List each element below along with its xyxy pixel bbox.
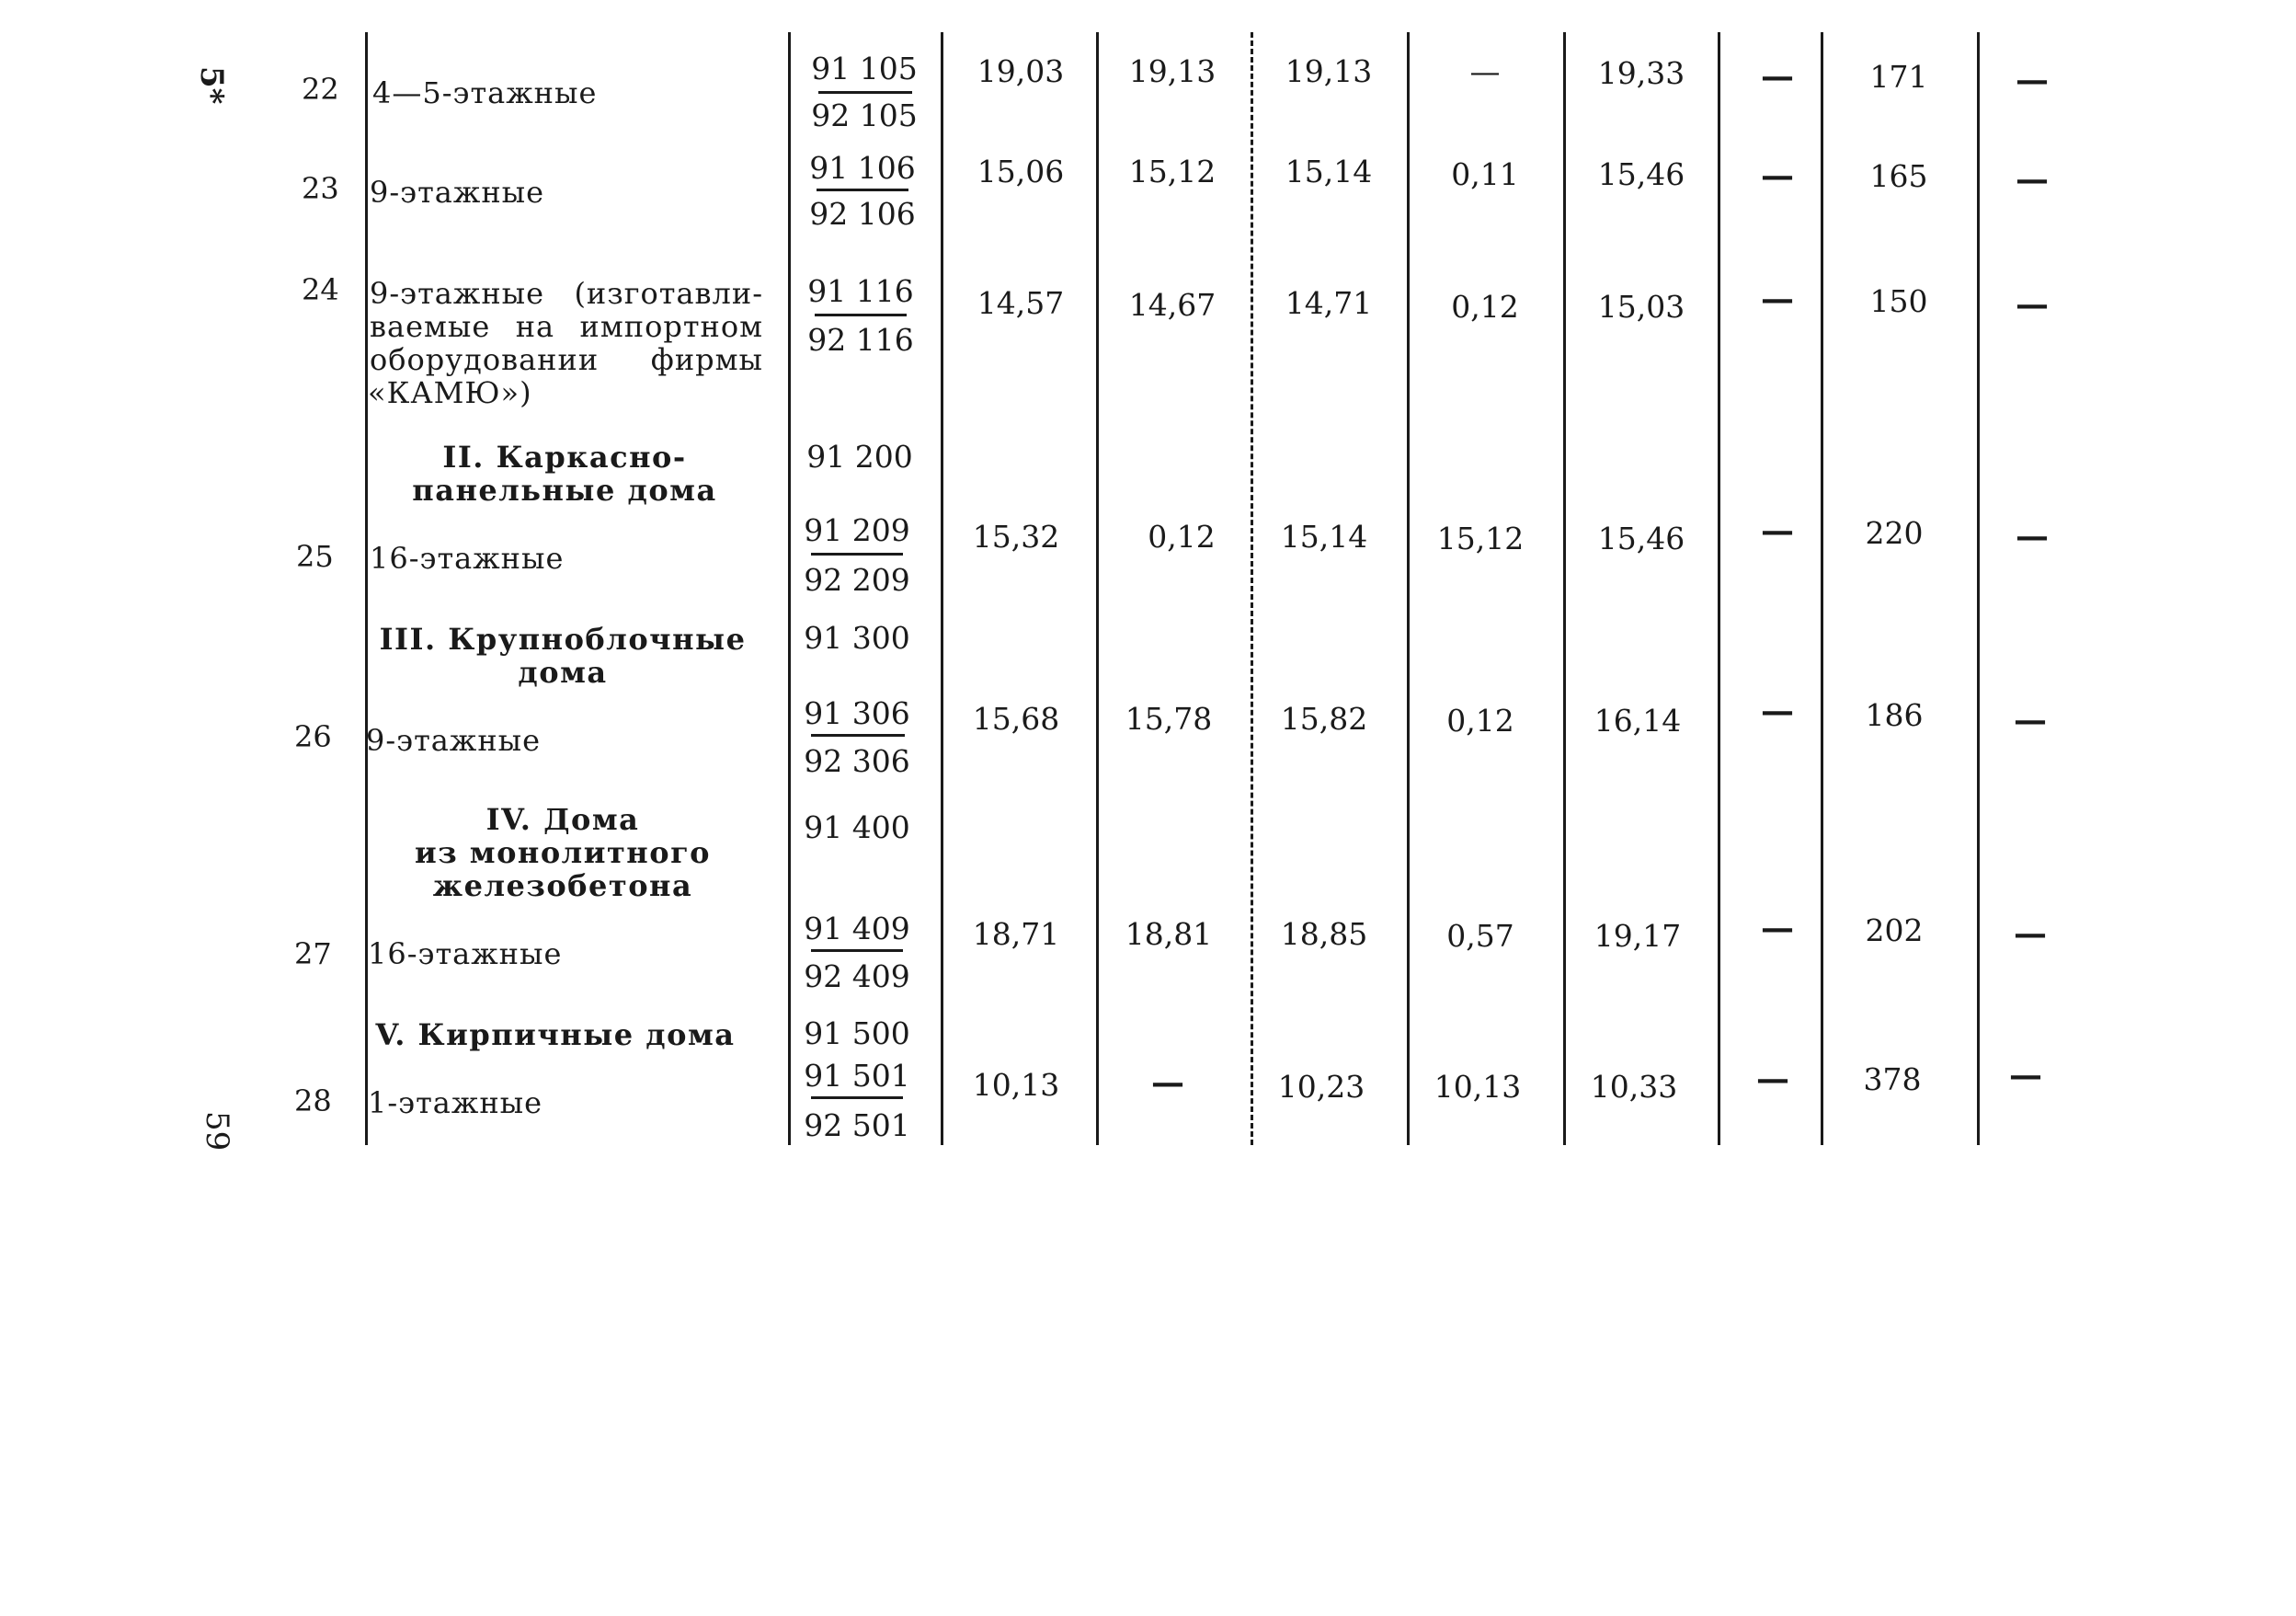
- value-8: —: [2016, 160, 2049, 199]
- code-bottom: 92 501: [804, 1107, 910, 1143]
- code-bottom: 92 106: [809, 196, 916, 232]
- section-code: 91 400: [804, 809, 910, 845]
- value-4: 0,12: [1446, 703, 1514, 739]
- value-1: 15,68: [972, 701, 1060, 737]
- fraction-line: [811, 553, 903, 556]
- value-6: —: [1756, 1060, 1789, 1098]
- section-title-line-2: панельные дома: [412, 473, 717, 508]
- value-2: 14,67: [1128, 287, 1217, 323]
- value-1: 10,13: [972, 1067, 1060, 1103]
- row-name-line-2: ваемые на импортном: [370, 309, 763, 344]
- value-7: 186: [1865, 697, 1924, 733]
- row-name-line-3: оборудовании фирмы: [370, 342, 763, 377]
- value-1: 18,71: [972, 916, 1060, 952]
- row-name-line-1: 9-этажные (изготавли-: [370, 276, 763, 311]
- value-5: 15,46: [1597, 156, 1685, 192]
- rule-col2-right: [1251, 32, 1253, 1145]
- value-3: 18,85: [1280, 916, 1368, 952]
- value-5: 10,33: [1590, 1069, 1678, 1105]
- section-title-line-2: дома: [518, 655, 608, 690]
- row-name: 9-этажные: [366, 723, 542, 758]
- value-8: —: [2014, 914, 2047, 953]
- value-6: —: [1761, 692, 1794, 730]
- value-5: 15,46: [1597, 521, 1685, 556]
- value-3: 10,23: [1277, 1069, 1365, 1105]
- value-1: 19,03: [977, 53, 1065, 89]
- row-number: 27: [294, 936, 332, 971]
- value-2: 0,12: [1148, 519, 1216, 555]
- rule-col7-right: [1977, 32, 1980, 1145]
- value-1: 15,32: [972, 519, 1060, 555]
- value-4: 0,11: [1451, 156, 1519, 192]
- value-4: 10,13: [1434, 1069, 1522, 1105]
- code-bottom: 92 306: [804, 743, 910, 779]
- value-2: 15,78: [1125, 701, 1213, 737]
- row-number: 22: [302, 72, 339, 107]
- value-4: —: [1469, 53, 1501, 89]
- value-3: 15,14: [1285, 154, 1373, 189]
- rule-name-left: [365, 32, 368, 1145]
- section-code: 91 500: [804, 1015, 910, 1051]
- value-5: 15,03: [1597, 289, 1685, 325]
- section-title-line-1: V. Кирпичные дома: [375, 1017, 736, 1052]
- code-bottom: 92 409: [804, 958, 910, 994]
- section-title-line-1: IV. Дома: [485, 802, 640, 837]
- section-title-line-1: II. Каркасно-: [442, 440, 687, 475]
- fraction-line: [811, 734, 905, 737]
- row-number: 26: [294, 719, 332, 754]
- page-number: 59: [199, 1111, 235, 1152]
- value-7: 220: [1865, 515, 1924, 551]
- row-name: 16-этажные: [370, 541, 565, 576]
- code-top: 91 409: [804, 911, 910, 946]
- fraction-line: [817, 189, 908, 191]
- value-4: 15,12: [1436, 521, 1525, 556]
- fraction-line: [811, 1096, 903, 1099]
- section-code: 91 200: [806, 439, 913, 475]
- rule-col6-right: [1821, 32, 1823, 1145]
- value-4: 0,57: [1446, 918, 1514, 954]
- value-2: 15,12: [1128, 154, 1217, 189]
- code-top: 91 501: [804, 1058, 910, 1094]
- row-name: 9-этажные: [370, 175, 545, 210]
- value-1: 15,06: [977, 154, 1065, 189]
- value-3: 19,13: [1285, 53, 1373, 89]
- section-title-line-1: III. Крупноблочные: [379, 622, 747, 657]
- value-3: 14,71: [1285, 285, 1373, 321]
- fraction-line: [818, 91, 912, 94]
- row-name: 1-этажные: [368, 1085, 543, 1120]
- value-7: 202: [1865, 912, 1924, 948]
- row-number: 28: [294, 1083, 332, 1118]
- code-top: 91 106: [809, 150, 916, 186]
- row-name: 16-этажные: [368, 936, 563, 971]
- row-number: 23: [302, 171, 339, 206]
- code-bottom: 92 116: [807, 322, 914, 358]
- value-5: 19,33: [1597, 55, 1685, 91]
- value-6: —: [1761, 280, 1794, 318]
- value-6: —: [1761, 57, 1794, 96]
- value-1: 14,57: [977, 285, 1065, 321]
- section-code: 91 300: [804, 620, 910, 656]
- rule-col4-right: [1563, 32, 1566, 1145]
- code-top: 91 209: [804, 512, 910, 548]
- code-bottom: 92 105: [811, 97, 918, 133]
- row-number: 24: [302, 272, 339, 307]
- code-top: 91 306: [804, 695, 910, 731]
- fraction-line: [811, 949, 903, 952]
- value-4: 0,12: [1451, 289, 1519, 325]
- value-6: —: [1761, 909, 1794, 947]
- value-8: —: [2016, 517, 2049, 556]
- value-5: 19,17: [1593, 918, 1682, 954]
- row-name: 4—5-этажные: [372, 75, 598, 110]
- value-2: 18,81: [1125, 916, 1213, 952]
- value-7: 378: [1863, 1061, 1922, 1097]
- rule-code-right: [941, 32, 943, 1145]
- code-top: 91 116: [807, 273, 914, 309]
- section-title-line-3: железобетона: [432, 868, 693, 903]
- section-title-line-2: из монолитного: [414, 835, 712, 870]
- fraction-line: [815, 314, 907, 316]
- value-7: 165: [1869, 158, 1928, 194]
- row-name-line-4: «КАМЮ»): [368, 375, 532, 410]
- value-6: —: [1761, 156, 1794, 195]
- rule-code-left: [788, 32, 791, 1145]
- row-number: 25: [296, 539, 334, 574]
- value-6: —: [1761, 511, 1794, 550]
- rule-col1-right: [1096, 32, 1099, 1145]
- value-8: —: [2014, 701, 2047, 739]
- signature-mark: 5*: [193, 66, 230, 105]
- value-2: —: [1151, 1063, 1184, 1102]
- value-5: 16,14: [1593, 703, 1682, 739]
- value-3: 15,82: [1280, 701, 1368, 737]
- value-8: —: [2016, 285, 2049, 324]
- code-top: 91 105: [811, 51, 918, 86]
- value-8: —: [2016, 61, 2049, 99]
- rule-col3-right: [1407, 32, 1410, 1145]
- value-7: 171: [1869, 59, 1928, 95]
- value-2: 19,13: [1128, 53, 1217, 89]
- value-8: —: [2009, 1056, 2042, 1095]
- rule-col5-right: [1718, 32, 1720, 1145]
- value-7: 150: [1869, 283, 1928, 319]
- code-bottom: 92 209: [804, 562, 910, 598]
- value-3: 15,14: [1280, 519, 1368, 555]
